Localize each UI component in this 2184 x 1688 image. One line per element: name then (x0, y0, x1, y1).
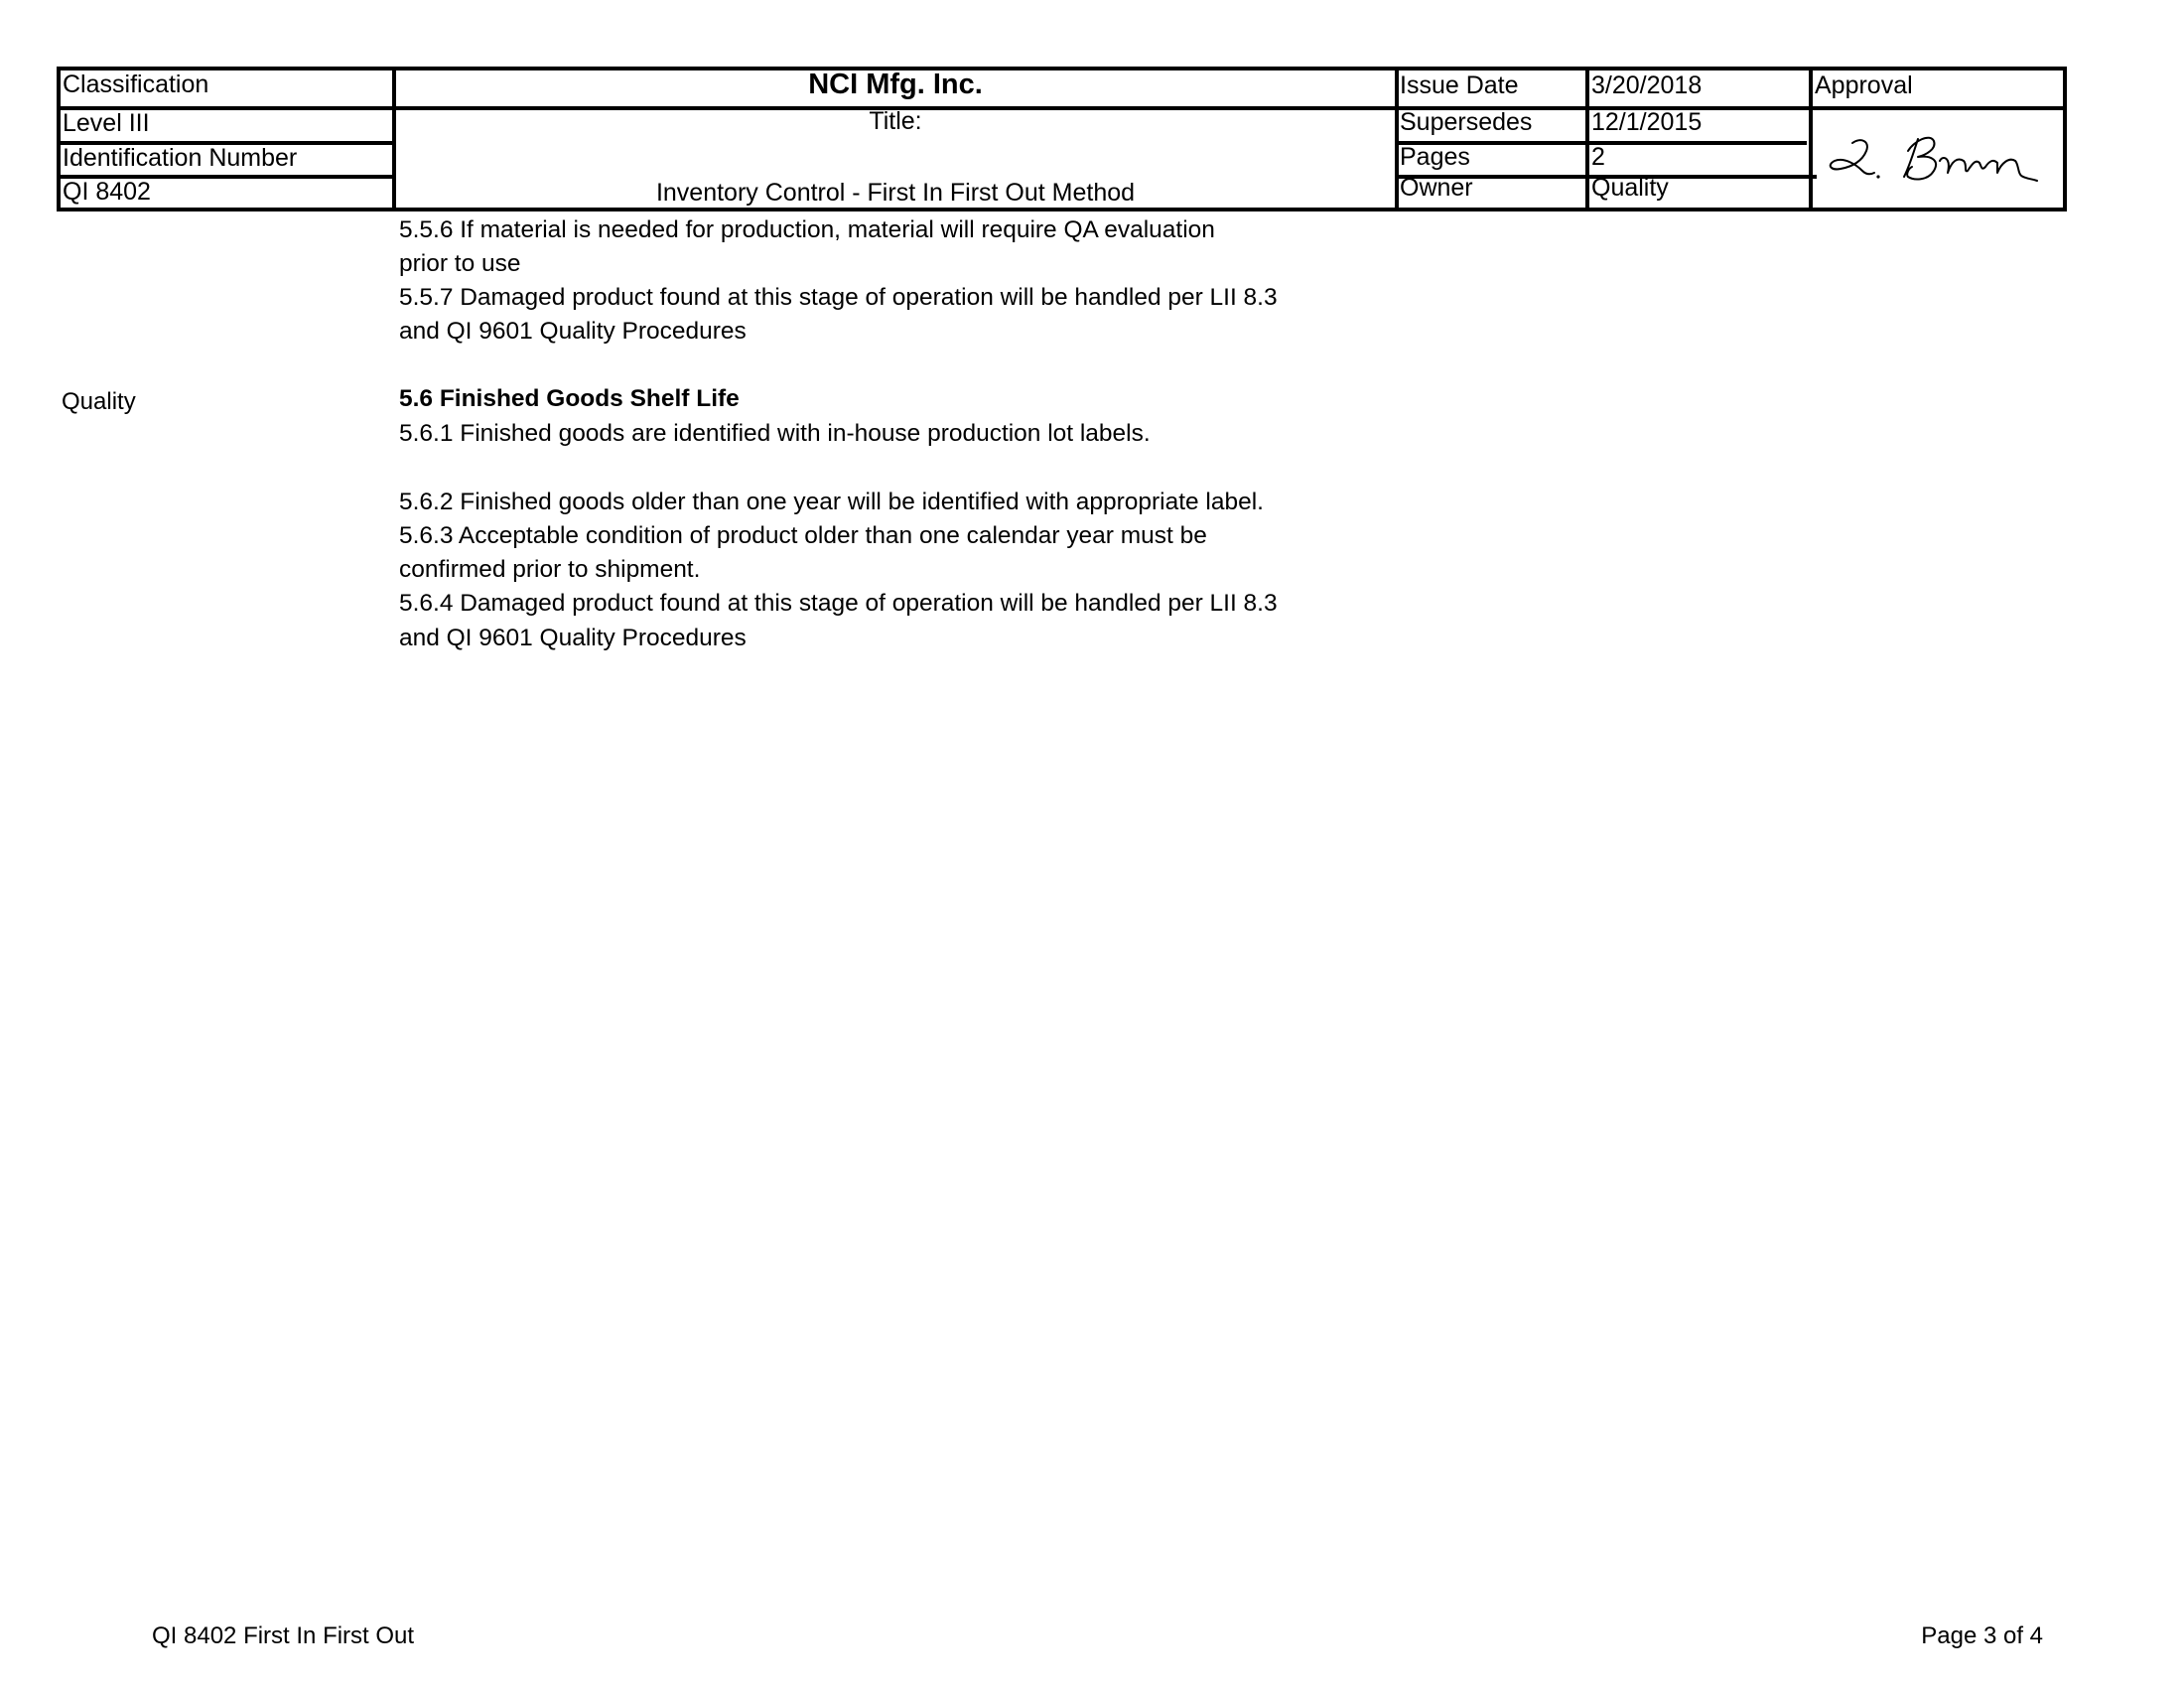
body-line: and QI 9601 Quality Procedures (399, 318, 747, 345)
title-label: Title: (869, 107, 922, 135)
identification-number: QI 8402 (63, 178, 151, 206)
body-line: 5.6.1 Finished goods are identified with in-house production lot labels. (399, 420, 1151, 447)
footer-page-indicator: Page 3 of 4 (1921, 1622, 2043, 1649)
supersedes-value: 12/1/2015 (1591, 108, 1703, 136)
responsible-party-label: Quality (62, 388, 136, 415)
pages-label: Pages (1400, 143, 1470, 171)
approval-label: Approval (1815, 71, 1913, 99)
body-line: 5.6.3 Acceptable condition of product older than one calendar year must be (399, 522, 1207, 549)
issue-date-value: 3/20/2018 (1591, 71, 1703, 99)
owner-value: Quality (1591, 174, 1669, 202)
signature-icon (1823, 131, 2046, 189)
column-divider (1585, 70, 1589, 208)
column-divider (1395, 70, 1399, 208)
level-value: Level III (63, 109, 150, 137)
pages-value: 2 (1591, 143, 1605, 171)
supersedes-label: Supersedes (1400, 108, 1533, 136)
identification-label: Identification Number (63, 144, 298, 172)
owner-label: Owner (1400, 174, 1473, 202)
section-heading: 5.6 Finished Goods Shelf Life (399, 385, 740, 412)
body-line: prior to use (399, 250, 521, 277)
column-divider (1809, 70, 1813, 208)
body-line: 5.6.2 Finished goods older than one year will be identified with appropriate label. (399, 489, 1264, 515)
footer-document-name: QI 8402 First In First Out (152, 1622, 415, 1649)
body-line: 5.5.7 Damaged product found at this stage of operation will be handled per LII 8.3 (399, 284, 1278, 311)
issue-date-label: Issue Date (1400, 71, 1519, 99)
body-line: confirmed prior to shipment. (399, 556, 701, 583)
company-name: NCI Mfg. Inc. (808, 69, 983, 100)
body-line: 5.6.4 Damaged product found at this stage of operation will be handled per LII 8.3 (399, 590, 1278, 617)
body-line: and QI 9601 Quality Procedures (399, 625, 747, 651)
body-line: 5.5.6 If material is needed for production, material will require QA evaluation (399, 216, 1215, 243)
classification-label: Classification (63, 70, 209, 98)
document-title: Inventory Control - First In First Out Method (655, 179, 1136, 207)
